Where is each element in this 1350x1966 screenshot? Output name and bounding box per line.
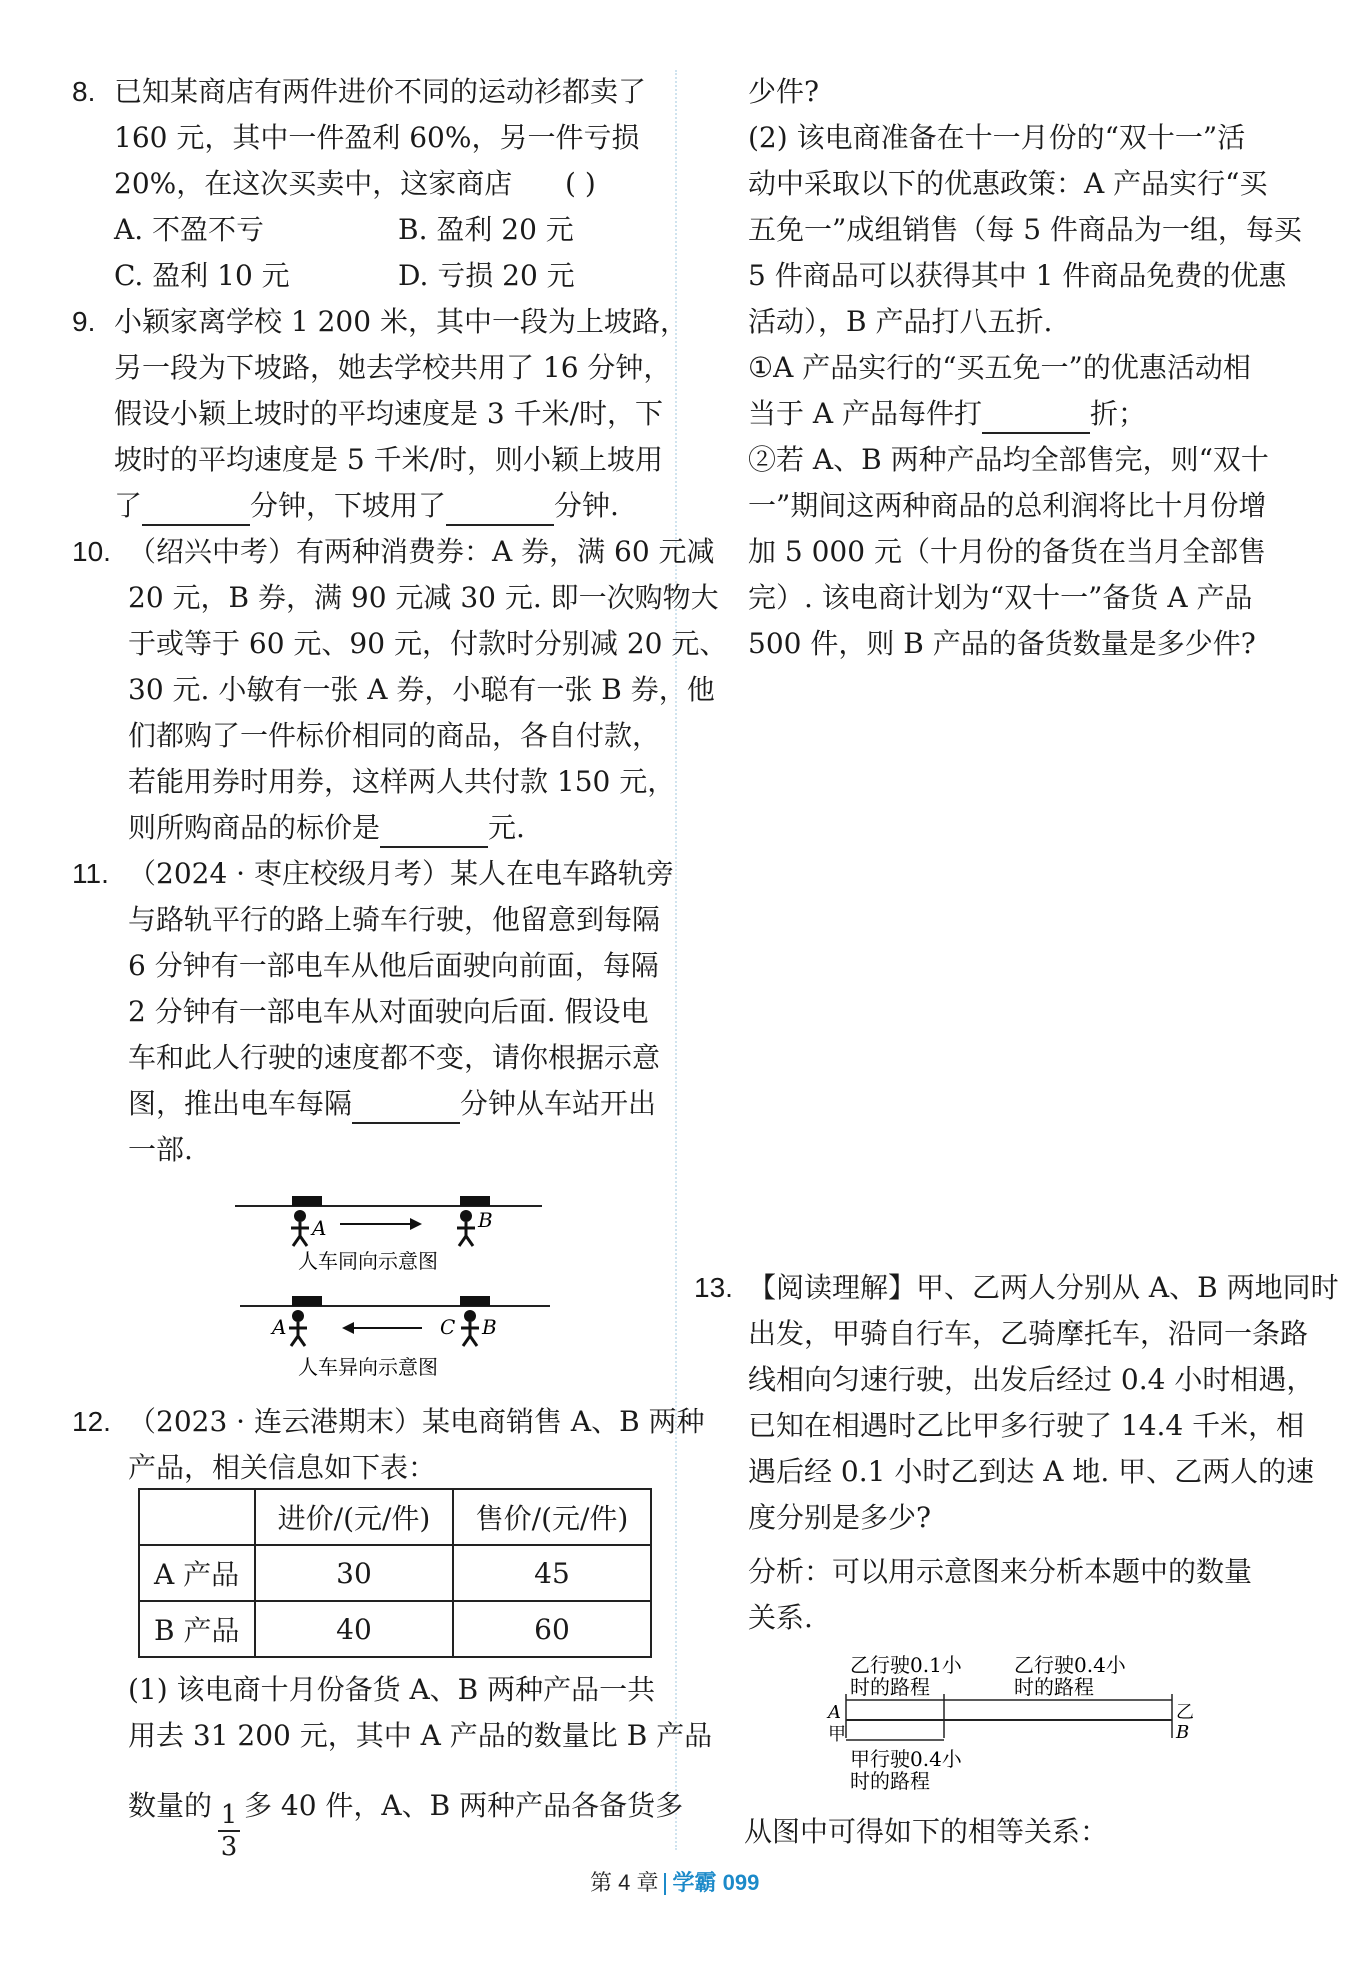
same-direction-diagram bbox=[230, 1178, 550, 1278]
table-header-cell: 售价/(元/件) bbox=[453, 1489, 651, 1545]
question-9-number: 9. bbox=[72, 306, 96, 337]
q12-cont-line-5: 5 件商品可以获得其中 1 件商品免费的优惠 bbox=[748, 259, 1287, 292]
q10-line-6: 若能用券时用券，这样两人共付款 150 元， bbox=[128, 765, 676, 798]
table-header-row bbox=[139, 1489, 651, 1545]
question-11-number: 11. bbox=[72, 858, 109, 889]
diagram-label-a: A bbox=[828, 1702, 841, 1723]
q13-line-7: 分析：可以用示意图来分析本题中的数量 bbox=[748, 1555, 1253, 1588]
table-cell: 60 bbox=[453, 1601, 651, 1657]
diagram1-label-a: A bbox=[312, 1216, 327, 1240]
diagram-bottom-1: 甲行驶0.4小 bbox=[850, 1747, 962, 1771]
q12-cont-line-6: 活动），B 产品打八五折. bbox=[748, 305, 1053, 338]
q13-line-6: 度分别是多少? bbox=[748, 1501, 932, 1534]
q10-line-5: 们都购了一件标价相同的商品，各自付款， bbox=[128, 719, 661, 752]
q10-line-2: 20 元，B 券，满 90 元减 30 元. 即一次购物大 bbox=[128, 581, 719, 614]
table-row bbox=[139, 1601, 651, 1657]
person-figure-icon bbox=[289, 1310, 307, 1346]
q12-blank-discount[interactable] bbox=[982, 402, 1090, 434]
q11-last-pre: 图，推出电车每隔 bbox=[128, 1087, 353, 1120]
diagram-top-right-1: 乙行驶0.4小 bbox=[1014, 1653, 1126, 1677]
q10-line-1: （绍兴中考）有两种消费券：A 券，满 60 元减 bbox=[128, 535, 715, 568]
table-row bbox=[139, 1545, 651, 1601]
table-cell: B 产品 bbox=[139, 1601, 255, 1657]
fraction-one-third bbox=[218, 1800, 240, 1862]
table-cell: 30 bbox=[255, 1545, 453, 1601]
q12-cont-line-3: 动中采取以下的优惠政策：A 产品实行“买 bbox=[748, 167, 1268, 200]
diagram-label-jia: 甲 bbox=[828, 1724, 846, 1745]
q8-line-3: 20%，在这次买卖中，这家商店 bbox=[114, 167, 513, 200]
q8-option-c: C. 盈利 10 元 bbox=[114, 259, 290, 292]
diagram1-label-b: B bbox=[478, 1208, 493, 1232]
q9-blank-uphill[interactable] bbox=[142, 494, 250, 526]
opposite-direction-diagram bbox=[230, 1284, 550, 1384]
q8-answer-paren: ( ) bbox=[565, 167, 596, 200]
q12-blank-pre: 当于 A 产品每件打 bbox=[748, 397, 983, 430]
q12-cont-blank-line bbox=[748, 394, 1146, 434]
q12-part1-line-1: (1) 该电商十月份备货 A、B 两种产品一共 bbox=[128, 1673, 656, 1706]
diagram2-caption: 人车异向示意图 bbox=[298, 1355, 438, 1379]
diagram2-label-b: B bbox=[482, 1315, 497, 1339]
question-12-number: 12. bbox=[72, 1406, 111, 1437]
diagram-label-b: B bbox=[1176, 1722, 1190, 1743]
q12-cont-more-3: 加 5 000 元（十月份的备货在当月全部售 bbox=[748, 535, 1266, 568]
q11-line-2: 与路轨平行的路上骑车行驶，他留意到每隔 bbox=[128, 903, 661, 936]
price-table bbox=[138, 1488, 652, 1658]
arrow-left-icon bbox=[342, 1322, 422, 1334]
q8-option-a: A. 不盈不亏 bbox=[114, 213, 265, 246]
table-cell: 45 bbox=[453, 1545, 651, 1601]
q12-cont-line-2: (2) 该电商准备在十一月份的“双十一”活 bbox=[748, 121, 1246, 154]
q9-line-5 bbox=[114, 486, 619, 526]
q8-option-d: D. 亏损 20 元 bbox=[398, 259, 575, 292]
q12-cont-line-7: ①A 产品实行的“买五免一”的优惠活动相 bbox=[748, 351, 1251, 384]
table-cell: 40 bbox=[255, 1601, 453, 1657]
q11-tail: 一部. bbox=[128, 1133, 193, 1166]
q9-last-post: 分钟. bbox=[554, 489, 619, 522]
diagram-top-right-2: 时的路程 bbox=[1014, 1675, 1094, 1699]
q13-line-8: 关系. bbox=[748, 1601, 813, 1634]
q12-line-2: 产品，相关信息如下表： bbox=[128, 1451, 437, 1484]
q13-closing: 从图中可得如下的相等关系： bbox=[744, 1815, 1109, 1848]
q9-last-pre: 了 bbox=[114, 489, 143, 522]
q13-line-3: 线相向匀速行驶，出发后经过 0.4 小时相遇， bbox=[748, 1363, 1315, 1396]
diagram-bottom-2: 时的路程 bbox=[850, 1769, 930, 1793]
q11-line-1: （2024 · 枣庄校级月考）某人在电车路轨旁 bbox=[128, 857, 674, 890]
q13-line-1: 【阅读理解】甲、乙两人分别从 A、B 两地同时 bbox=[748, 1271, 1339, 1304]
q9-blank-downhill[interactable] bbox=[446, 494, 554, 526]
fraction-numerator: 1 bbox=[220, 1800, 238, 1830]
person-figure-icon bbox=[461, 1310, 479, 1346]
q8-line-2: 160 元，其中一件盈利 60%，另一件亏损 bbox=[114, 121, 640, 154]
q12-cont-line-1: 少件? bbox=[748, 75, 820, 108]
q11-line-5: 车和此人行驶的速度都不变，请你根据示意 bbox=[128, 1041, 661, 1074]
q11-blank-interval[interactable] bbox=[352, 1092, 460, 1124]
q12-part1-last-post: 多 40 件，A、B 两种产品各备货多 bbox=[244, 1789, 684, 1822]
q11-last-post: 分钟从车站开出 bbox=[460, 1087, 657, 1120]
footer-chapter: 第 4 章 bbox=[590, 1870, 659, 1895]
q10-last-post: 元. bbox=[488, 811, 525, 844]
q12-cont-more-2: 一”期间这两种商品的总利润将比十月份增 bbox=[748, 489, 1267, 522]
person-figure-icon bbox=[457, 1210, 475, 1246]
diagram2-label-c: C bbox=[440, 1315, 456, 1339]
arrow-right-icon bbox=[340, 1218, 422, 1230]
q9-line-3: 假设小颖上坡时的平均速度是 3 千米/时，下 bbox=[114, 397, 664, 430]
q11-line-4: 2 分钟有一部电车从对面驶向后面. 假设电 bbox=[128, 995, 649, 1028]
question-13-number: 13. bbox=[694, 1272, 733, 1303]
q10-line-4: 30 元. 小敏有一张 A 券，小聪有一张 B 券，他 bbox=[128, 673, 715, 706]
page-footer bbox=[590, 1866, 759, 1897]
table-cell: A 产品 bbox=[139, 1545, 255, 1601]
q10-last-pre: 则所购商品的标价是 bbox=[128, 811, 381, 844]
q13-line-5: 遇后经 0.1 小时乙到达 A 地. 甲、乙两人的速 bbox=[748, 1455, 1315, 1488]
q12-line-1: （2023 · 连云港期末）某电商销售 A、B 两种 bbox=[128, 1405, 705, 1438]
person-figure-icon bbox=[291, 1210, 309, 1246]
q10-line-7 bbox=[128, 808, 525, 848]
footer-page-number: 099 bbox=[722, 1870, 760, 1895]
q9-line-1: 小颖家离学校 1 200 米，其中一段为上坡路， bbox=[114, 305, 688, 338]
diagram2-label-a: A bbox=[272, 1315, 287, 1339]
question-10-number: 10. bbox=[72, 536, 111, 567]
q8-line-1: 已知某商店有两件进价不同的运动衫都卖了 bbox=[114, 75, 647, 108]
q13-line-2: 出发，甲骑自行车，乙骑摩托车，沿同一条路 bbox=[748, 1317, 1309, 1350]
diagram-top-left-1: 乙行驶0.1小 bbox=[850, 1653, 962, 1677]
travel-distance-diagram bbox=[820, 1648, 1200, 1798]
q10-line-3: 于或等于 60 元、90 元，付款时分别减 20 元、 bbox=[128, 627, 728, 660]
q11-line-3: 6 分钟有一部电车从他后面驶向前面，每隔 bbox=[128, 949, 659, 982]
q9-last-mid: 分钟，下坡用了 bbox=[250, 489, 447, 522]
q12-part1-line-2: 用去 31 200 元，其中 A 产品的数量比 B 产品 bbox=[128, 1719, 713, 1752]
q10-blank-price[interactable] bbox=[380, 816, 488, 848]
q9-line-4: 坡时的平均速度是 5 千米/时，则小颖上坡用 bbox=[114, 443, 664, 476]
diagram1-caption: 人车同向示意图 bbox=[298, 1249, 438, 1273]
q12-cont-more-4: 完）. 该电商计划为“双十一”备货 A 产品 bbox=[748, 581, 1253, 614]
footer-brand: 学霸 bbox=[672, 1870, 717, 1895]
q12-cont-more-5: 500 件，则 B 产品的备货数量是多少件? bbox=[748, 627, 1256, 660]
q12-cont-line-4: 五免一”成组销售（每 5 件商品为一组，每买 bbox=[748, 213, 1302, 246]
q9-line-2: 另一段为下坡路，她去学校共用了 16 分钟， bbox=[114, 351, 672, 384]
table-header-cell: 进价/(元/件) bbox=[255, 1489, 453, 1545]
table-header-cell bbox=[139, 1489, 255, 1545]
q12-part1-last-pre: 数量的 bbox=[128, 1789, 213, 1822]
q12-blank-post: 折； bbox=[1090, 397, 1147, 430]
footer-separator bbox=[664, 1873, 666, 1895]
q12-cont-more-1: ②若 A、B 两种产品均全部售完，则“双十 bbox=[748, 443, 1269, 476]
fraction-denominator: 3 bbox=[218, 1830, 240, 1862]
diagram-top-left-2: 时的路程 bbox=[850, 1675, 930, 1699]
q11-line-6 bbox=[128, 1084, 656, 1124]
question-8-number: 8. bbox=[72, 76, 96, 107]
diagram-label-yi: 乙 bbox=[1176, 1702, 1194, 1723]
q13-line-4: 已知在相遇时乙比甲多行驶了 14.4 千米，相 bbox=[748, 1409, 1305, 1442]
q8-option-b: B. 盈利 20 元 bbox=[398, 213, 574, 246]
